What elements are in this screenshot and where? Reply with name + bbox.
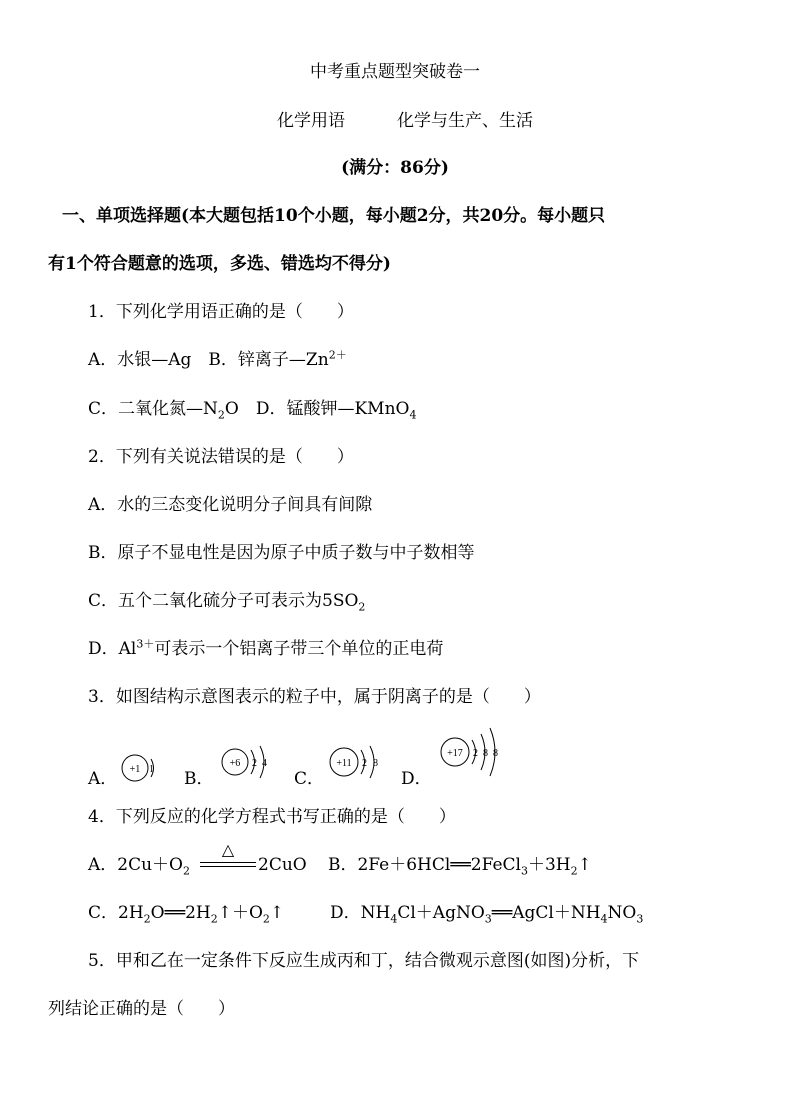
- q3-option-c-label: C．: [294, 769, 325, 789]
- q2-option-a: A．水的三态变化说明分子间具有间隙: [88, 495, 373, 515]
- page-title: 中考重点题型突破卷一: [310, 62, 480, 82]
- q4-option-a-product: 2CuO: [258, 855, 307, 875]
- q4-option-b: B．$2Fe+6HCl══2FeCl_3+3H_2↑$: [328, 855, 592, 878]
- q4-option-a: A．$2Cu+O_2$: [88, 855, 190, 878]
- atom-b-shell-1: 2: [252, 758, 257, 769]
- atom-c-shell-1: 2: [362, 758, 367, 769]
- subtitle-left: 化学用语: [277, 111, 345, 131]
- score-line: (满分：86分): [341, 158, 449, 178]
- atom-d-shell-2: 8: [483, 748, 488, 759]
- q1-option-cd: C．二氧化氮$—N_2O$ D．锰酸钾—KMnO$_4$: [88, 399, 417, 422]
- section-heading-line2: 有1个符合题意的选项，多选、错选均不得分): [48, 254, 391, 274]
- atom-diagram-d: [438, 722, 504, 782]
- atom-diagram-b: [218, 740, 278, 784]
- atom-a-nucleus: +1: [129, 764, 141, 775]
- atom-c-nucleus: +11: [336, 758, 352, 769]
- heat-triangle-icon: △: [221, 840, 235, 859]
- atom-d-shell-3: 8: [493, 748, 498, 759]
- q3-stem: 3．如图结构示意图表示的粒子中，属于阴离子的是（ ）: [88, 687, 541, 707]
- q5-stem-line2: 列结论正确的是（ ）: [48, 999, 235, 1019]
- q3-option-b-label: B．: [184, 769, 214, 789]
- atom-c-shell-2: 8: [373, 758, 378, 769]
- q2-option-c: C．五个二氧化硫分子可表示为$5SO_2$: [88, 591, 366, 614]
- q3-option-d-label: D．: [401, 769, 432, 789]
- atom-diagram-a: [118, 752, 158, 786]
- q1-option-ab: A．水银—Ag B．锌离子$—Zn^{2+}$: [88, 348, 347, 370]
- q2-stem: 2．下列有关说法错误的是（ ）: [88, 447, 354, 467]
- q5-stem-line1: 5．甲和乙在一定条件下反应生成丙和丁，结合微观示意图(如图)分析，下: [88, 951, 640, 971]
- q2-option-b: B．原子不显电性是因为原子中质子数与中子数相等: [88, 543, 475, 563]
- q2-option-d: D．$Al^{3+}$可表示一个铝离子带三个单位的正电荷: [88, 637, 444, 659]
- q4-option-d: D．$NH_4Cl+AgNO_3══AgCl+NH_4NO_3$: [330, 903, 644, 926]
- atom-d-nucleus: +17: [447, 748, 463, 759]
- atom-diagram-c: [328, 740, 388, 784]
- section-heading-line1: 一、单项选择题(本大题包括10个小题，每小题2分，共20分。每小题只: [62, 206, 606, 226]
- atom-b-shell-2: 4: [262, 758, 267, 769]
- subtitle-right: 化学与生产、生活: [397, 111, 533, 131]
- q4-option-c: C．$2H_2O══2H_2↑+O_2↑$: [88, 903, 285, 926]
- q4-option-a-equals-condition: [200, 842, 256, 874]
- q3-option-a-label: A．: [88, 769, 118, 789]
- q1-stem: 1．下列化学用语正确的是（ ）: [88, 302, 354, 322]
- q4-stem: 4．下列反应的化学方程式书写正确的是（ ）: [88, 807, 456, 827]
- atom-d-shell-1: 2: [473, 748, 478, 759]
- atom-a-shell-1: 1: [149, 764, 154, 775]
- atom-b-nucleus: +6: [229, 758, 241, 769]
